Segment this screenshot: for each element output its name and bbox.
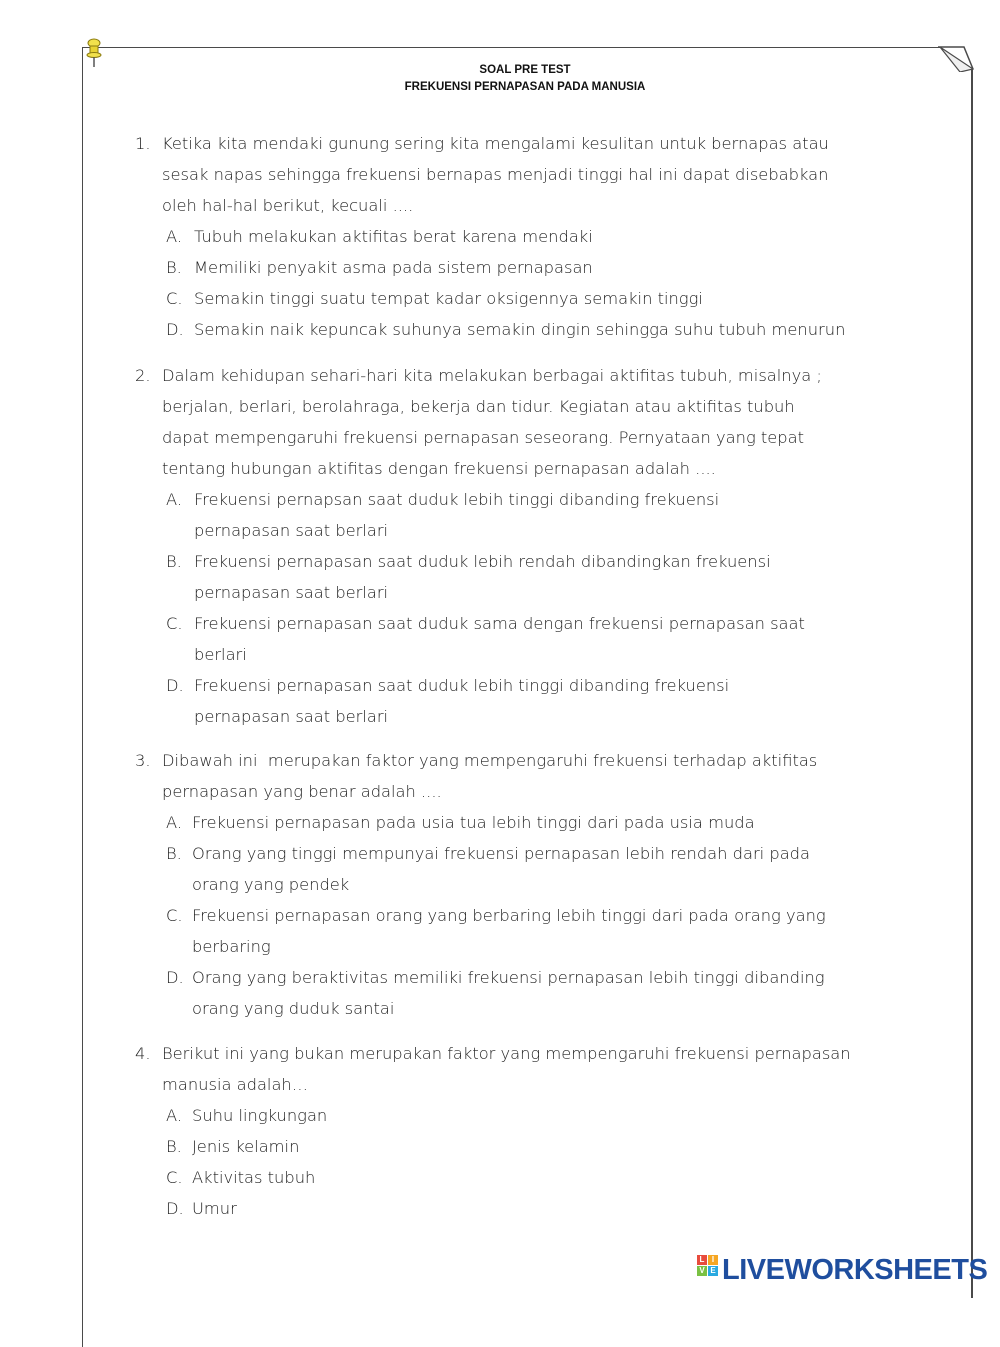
- option-d[interactable]: [166, 314, 855, 345]
- option-letter: C.: [166, 906, 183, 925]
- option-letter: D.: [166, 1199, 184, 1218]
- option-letter: A.: [166, 813, 183, 832]
- option-text: Frekuensi pernapasan orang yang berbaring lebih tinggi dari pada orang yang berbaring: [192, 906, 826, 956]
- liveworksheets-logo-icon: [697, 1255, 718, 1287]
- pushpin-icon: [86, 38, 102, 68]
- option-d[interactable]: [166, 1193, 855, 1224]
- logo-letter: E: [708, 1266, 718, 1276]
- question-2: [135, 360, 855, 732]
- option-letter: B.: [166, 552, 182, 571]
- logo-letter: L: [697, 1255, 707, 1265]
- option-letter: A.: [166, 490, 183, 509]
- option-letter: A.: [166, 1106, 183, 1125]
- option-c[interactable]: [166, 1162, 855, 1193]
- question-text: Ketika kita mendaki gunung sering kita mengalami kesulitan untuk bernapas atau sesak napas sehingga frekuensi bernapas menjadi tinggi hal ini dapat disebabkan oleh hal-hal berikut, kecuali ....: [162, 134, 835, 215]
- option-letter: B.: [166, 1137, 182, 1156]
- question-text: Dibawah ini merupakan faktor yang mempengaruhi frekuensi terhadap aktifitas pernapasan yang benar adalah ....: [162, 751, 823, 801]
- option-list: [166, 807, 826, 1024]
- question-text: Berikut ini yang bukan merupakan faktor yang mempengaruhi frekuensi pernapasan manusia adalah…: [162, 1044, 856, 1094]
- option-d[interactable]: [166, 670, 806, 732]
- option-b[interactable]: [166, 1131, 855, 1162]
- option-c[interactable]: [166, 608, 824, 670]
- option-text: Aktivitas tubuh: [192, 1168, 316, 1187]
- option-a[interactable]: [166, 807, 816, 838]
- option-letter: B.: [166, 258, 182, 277]
- option-text: Orang yang beraktivitas memiliki frekuensi pernapasan lebih tinggi dibanding orang yang duduk santai: [192, 968, 825, 1018]
- option-text: Memiliki penyakit asma pada sistem pernapasan: [194, 258, 593, 277]
- option-list: [166, 221, 855, 345]
- page-border-right: [971, 68, 973, 1298]
- document-title: SOAL PRE TEST: [479, 64, 571, 76]
- option-text: Tubuh melakukan aktifitas berat karena mendaki: [194, 227, 593, 246]
- page-curl-icon: [938, 46, 974, 72]
- option-c[interactable]: [166, 900, 852, 962]
- option-letter: D.: [166, 320, 184, 339]
- question-number: 2.: [135, 366, 151, 385]
- option-list: [166, 484, 806, 732]
- question-text: Dalam kehidupan sehari-hari kita melakukan berbagai aktifitas tubuh, misalnya ; berjalan, berlari, berolahraga, bekerja dan tidur. Kegiatan atau aktifitas tubuh dapat mempengaruhi frekuensi pernapasan seseorang. Pernyataan yang tepat tentang hubungan aktifitas dengan frekuensi pernapasan adalah ....: [162, 366, 828, 478]
- option-text: Semakin tinggi suatu tempat kadar oksigennya semakin tinggi: [194, 289, 703, 308]
- option-text: Orang yang tinggi mempunyai frekuensi pernapasan lebih rendah dari pada orang yang pendek: [192, 844, 810, 894]
- option-text: Jenis kelamin: [192, 1137, 300, 1156]
- option-b[interactable]: [166, 546, 784, 608]
- option-text: Frekuensi pernapsan saat duduk lebih tinggi dibanding frekuensi pernapasan saat berlari: [194, 490, 720, 540]
- question-1: [135, 128, 855, 345]
- option-text: Frekuensi pernapasan saat duduk lebih tinggi dibanding frekuensi pernapasan saat berlari: [194, 676, 730, 726]
- option-a[interactable]: [166, 1100, 855, 1131]
- option-text: Semakin naik kepuncak suhunya semakin dingin sehingga suhu tubuh menurun: [194, 320, 846, 339]
- option-d[interactable]: [166, 962, 842, 1024]
- option-letter: C.: [166, 614, 183, 633]
- option-text: Frekuensi pernapasan saat duduk sama dengan frekuensi pernapasan saat berlari: [194, 614, 805, 664]
- question-number: 4.: [135, 1044, 151, 1063]
- option-letter: C.: [166, 1168, 183, 1187]
- option-b[interactable]: [166, 252, 855, 283]
- option-a[interactable]: [166, 484, 806, 546]
- option-text: Frekuensi pernapasan saat duduk lebih rendah dibandingkan frekuensi pernapasan saat berlari: [194, 552, 771, 602]
- liveworksheets-watermark: [697, 1254, 987, 1287]
- logo-letter: I: [708, 1255, 718, 1265]
- option-letter: D.: [166, 676, 184, 695]
- option-letter: C.: [166, 289, 183, 308]
- option-text: Frekuensi pernapasan pada usia tua lebih tinggi dari pada usia muda: [192, 813, 755, 832]
- option-c[interactable]: [166, 283, 855, 314]
- document-subtitle: FREKUENSI PERNAPASAN PADA MANUSIA: [404, 81, 646, 93]
- question-number: 1.: [135, 134, 151, 153]
- option-b[interactable]: [166, 838, 822, 900]
- question-4: [135, 1038, 855, 1224]
- option-letter: A.: [166, 227, 183, 246]
- option-list: [166, 1100, 855, 1224]
- option-text: Suhu lingkungan: [192, 1106, 328, 1125]
- question-number: 3.: [135, 751, 151, 770]
- option-text: Umur: [192, 1199, 237, 1218]
- logo-letter: V: [697, 1266, 707, 1276]
- option-letter: B.: [166, 844, 182, 863]
- option-a[interactable]: [166, 221, 855, 252]
- document-header: [300, 62, 750, 96]
- option-letter: D.: [166, 968, 184, 987]
- watermark-text: LIVEWORKSHEETS: [722, 1254, 988, 1286]
- question-3: [135, 745, 855, 1024]
